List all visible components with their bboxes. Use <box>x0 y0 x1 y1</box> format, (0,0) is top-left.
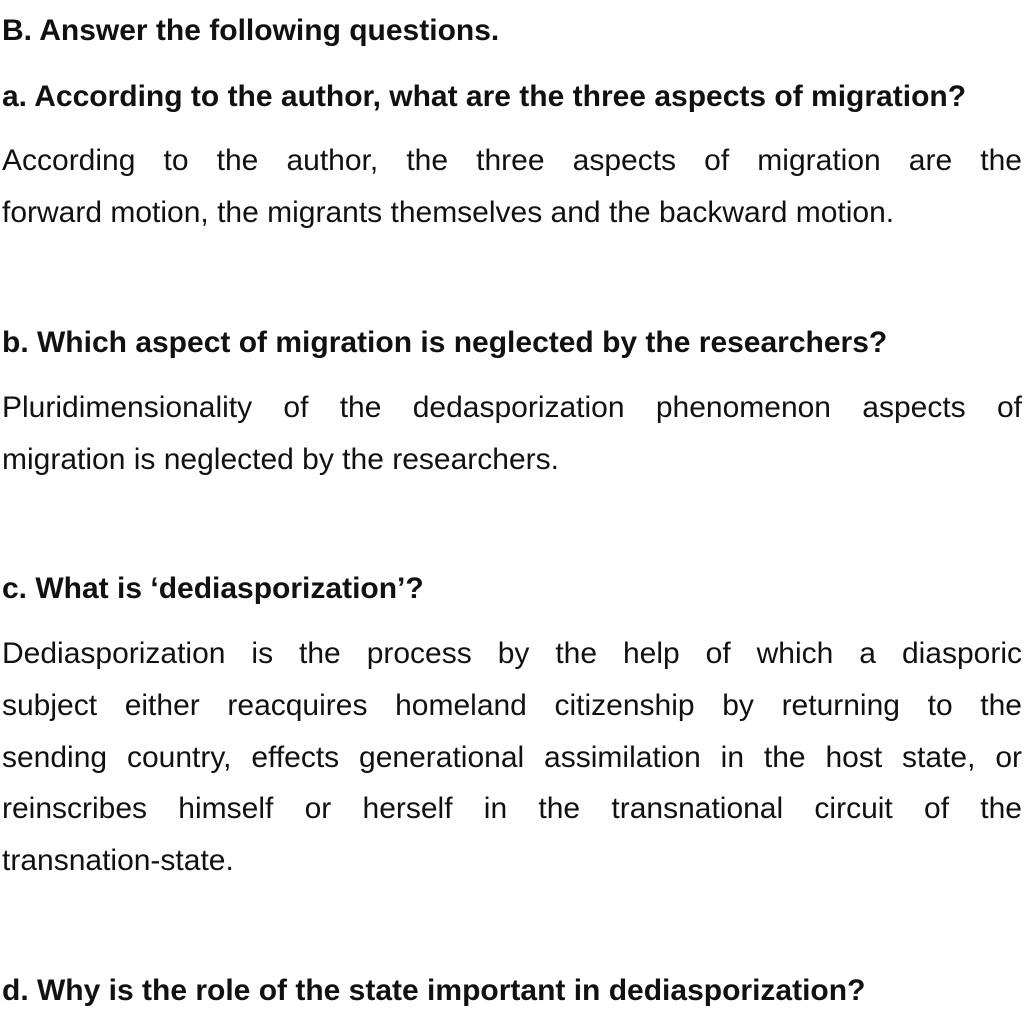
answer-a-line-1: According to the author, the three aspects of migration are the <box>2 144 1022 177</box>
answer-b-line-1: Pluridimensionality of the dedasporization phenomenon aspects of <box>2 391 1022 424</box>
answer-c-line-3: sending country, effects generational assimilation in the host state, or <box>2 741 1022 774</box>
answer-c-line-5: transnation-state. <box>2 844 234 877</box>
answer-c-line-2: subject either reacquires homeland citizenship by returning to the <box>2 689 1022 722</box>
answer-a-line-2: forward motion, the migrants themselves and the backward motion. <box>2 196 895 229</box>
question-d: d. Why is the role of the state important in dediasporization? <box>2 974 866 1007</box>
answer-c-line-1: Dediasporization is the process by the help of which a diasporic <box>2 637 1022 670</box>
section-heading: B. Answer the following questions. <box>2 14 500 47</box>
question-c: c. What is ‘dediasporization’? <box>2 572 424 605</box>
question-a: a. According to the author, what are the three aspects of migration? <box>2 80 967 113</box>
answer-b-line-2: migration is neglected by the researchers. <box>2 443 559 476</box>
question-b: b. Which aspect of migration is neglected by the researchers? <box>2 326 888 359</box>
answer-c-line-4: reinscribes himself or herself in the transnational circuit of the <box>2 792 1022 825</box>
